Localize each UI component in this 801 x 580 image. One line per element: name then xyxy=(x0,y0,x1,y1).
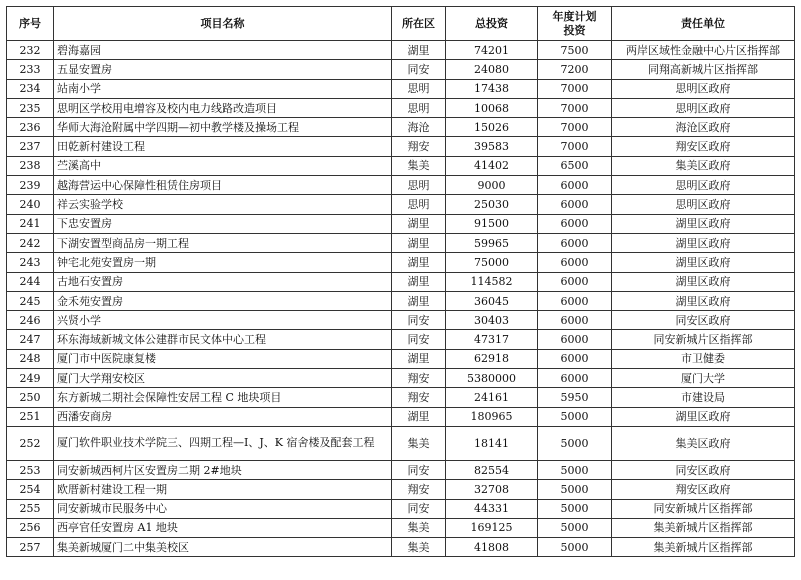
cell-district: 集美 xyxy=(392,538,446,557)
table-row xyxy=(7,79,795,98)
cell-seq: 240 xyxy=(7,195,54,214)
table-row xyxy=(7,388,795,407)
cell-unit: 湖里区政府 xyxy=(612,253,795,272)
cell-total: 39583 xyxy=(446,137,538,156)
cell-total: 47317 xyxy=(446,330,538,349)
cell-name: 西潘安商房 xyxy=(54,407,392,426)
cell-seq: 252 xyxy=(7,426,54,460)
table-row xyxy=(7,272,795,291)
cell-total: 75000 xyxy=(446,253,538,272)
table-row xyxy=(7,137,795,156)
cell-seq: 250 xyxy=(7,388,54,407)
cell-total: 41402 xyxy=(446,156,538,175)
cell-unit: 翔安区政府 xyxy=(612,137,795,156)
cell-total: 41808 xyxy=(446,538,538,557)
cell-annual: 6000 xyxy=(538,330,612,349)
cell-name: 集美新城厦门二中集美校区 xyxy=(54,538,392,557)
cell-unit: 湖里区政府 xyxy=(612,214,795,233)
header-seq: 序号 xyxy=(7,7,54,41)
table-row xyxy=(7,311,795,330)
cell-name: 同安新城市民服务中心 xyxy=(54,499,392,518)
cell-unit: 集美新城片区指挥部 xyxy=(612,518,795,537)
cell-name: 欧厝新村建设工程一期 xyxy=(54,480,392,499)
cell-unit: 思明区政府 xyxy=(612,79,795,98)
table-row xyxy=(7,98,795,117)
cell-annual: 5000 xyxy=(538,538,612,557)
cell-total: 17438 xyxy=(446,79,538,98)
table-row xyxy=(7,426,795,460)
table-row xyxy=(7,369,795,388)
header-annual-line1: 年度计划 xyxy=(552,9,597,23)
table-row xyxy=(7,156,795,175)
table-row xyxy=(7,41,795,60)
cell-name: 思明区学校用电增容及校内电力线路改造项目 xyxy=(54,98,392,117)
cell-name: 古地石安置房 xyxy=(54,272,392,291)
cell-seq: 232 xyxy=(7,41,54,60)
cell-unit: 市卫健委 xyxy=(612,349,795,368)
cell-seq: 246 xyxy=(7,311,54,330)
cell-unit: 集美区政府 xyxy=(612,426,795,460)
cell-name: 金禾苑安置房 xyxy=(54,291,392,310)
cell-name: 东方新城二期社会保障性安居工程 C 地块项目 xyxy=(54,388,392,407)
cell-name: 下忠安置房 xyxy=(54,214,392,233)
cell-unit: 集美新城片区指挥部 xyxy=(612,538,795,557)
cell-unit: 翔安区政府 xyxy=(612,480,795,499)
cell-unit: 市建设局 xyxy=(612,388,795,407)
cell-annual: 5000 xyxy=(538,460,612,479)
table-row xyxy=(7,233,795,252)
cell-district: 湖里 xyxy=(392,253,446,272)
cell-unit: 思明区政府 xyxy=(612,176,795,195)
cell-total: 24080 xyxy=(446,60,538,79)
header-row xyxy=(7,7,795,41)
cell-total: 15026 xyxy=(446,118,538,137)
cell-district: 集美 xyxy=(392,518,446,537)
table-body xyxy=(7,41,795,557)
cell-seq: 242 xyxy=(7,233,54,252)
cell-annual: 5000 xyxy=(538,499,612,518)
cell-seq: 236 xyxy=(7,118,54,137)
cell-name: 同安新城西柯片区安置房二期 2#地块 xyxy=(54,460,392,479)
cell-annual: 6000 xyxy=(538,214,612,233)
cell-seq: 239 xyxy=(7,176,54,195)
cell-annual: 6000 xyxy=(538,272,612,291)
table-row xyxy=(7,253,795,272)
cell-district: 湖里 xyxy=(392,291,446,310)
cell-name: 站南小学 xyxy=(54,79,392,98)
cell-unit: 湖里区政府 xyxy=(612,233,795,252)
cell-district: 海沧 xyxy=(392,118,446,137)
cell-name: 华师大海沧附属中学四期—初中教学楼及操场工程 xyxy=(54,118,392,137)
cell-seq: 237 xyxy=(7,137,54,156)
cell-district: 同安 xyxy=(392,499,446,518)
cell-district: 翔安 xyxy=(392,137,446,156)
cell-district: 同安 xyxy=(392,460,446,479)
cell-district: 集美 xyxy=(392,426,446,460)
cell-annual: 6000 xyxy=(538,176,612,195)
cell-district: 翔安 xyxy=(392,480,446,499)
cell-total: 5380000 xyxy=(446,369,538,388)
cell-district: 同安 xyxy=(392,311,446,330)
table-row xyxy=(7,538,795,557)
cell-district: 湖里 xyxy=(392,349,446,368)
cell-seq: 248 xyxy=(7,349,54,368)
cell-seq: 254 xyxy=(7,480,54,499)
cell-unit: 湖里区政府 xyxy=(612,407,795,426)
cell-seq: 256 xyxy=(7,518,54,537)
table-row xyxy=(7,214,795,233)
cell-total: 169125 xyxy=(446,518,538,537)
cell-seq: 243 xyxy=(7,253,54,272)
cell-district: 同安 xyxy=(392,60,446,79)
cell-annual: 6000 xyxy=(538,369,612,388)
cell-name: 田乾新村建设工程 xyxy=(54,137,392,156)
cell-district: 思明 xyxy=(392,98,446,117)
cell-district: 翔安 xyxy=(392,388,446,407)
cell-unit: 海沧区政府 xyxy=(612,118,795,137)
cell-name: 厦门大学翔安校区 xyxy=(54,369,392,388)
table-row xyxy=(7,176,795,195)
cell-seq: 233 xyxy=(7,60,54,79)
cell-district: 湖里 xyxy=(392,272,446,291)
cell-total: 10068 xyxy=(446,98,538,117)
cell-seq: 234 xyxy=(7,79,54,98)
cell-total: 62918 xyxy=(446,349,538,368)
table-row xyxy=(7,349,795,368)
cell-unit: 两岸区域性金融中心片区指挥部 xyxy=(612,41,795,60)
cell-name: 苎溪高中 xyxy=(54,156,392,175)
cell-annual: 6000 xyxy=(538,291,612,310)
cell-annual: 6000 xyxy=(538,349,612,368)
cell-annual: 5000 xyxy=(538,480,612,499)
cell-district: 同安 xyxy=(392,330,446,349)
header-district: 所在区 xyxy=(392,7,446,41)
table-row xyxy=(7,499,795,518)
header-annual-line2: 投资 xyxy=(563,23,586,37)
cell-name: 碧海嘉园 xyxy=(54,41,392,60)
cell-annual: 7200 xyxy=(538,60,612,79)
cell-unit: 湖里区政府 xyxy=(612,291,795,310)
cell-district: 思明 xyxy=(392,195,446,214)
cell-annual: 6000 xyxy=(538,311,612,330)
cell-annual: 7000 xyxy=(538,137,612,156)
cell-district: 湖里 xyxy=(392,407,446,426)
header-total: 总投资 xyxy=(446,7,538,41)
cell-annual: 6000 xyxy=(538,253,612,272)
table-row xyxy=(7,291,795,310)
cell-name: 祥云实验学校 xyxy=(54,195,392,214)
cell-unit: 厦门大学 xyxy=(612,369,795,388)
cell-name: 钟宅北苑安置房一期 xyxy=(54,253,392,272)
cell-annual: 5000 xyxy=(538,426,612,460)
cell-name: 厦门市中医院康复楼 xyxy=(54,349,392,368)
cell-annual: 6000 xyxy=(538,195,612,214)
cell-unit: 同安区政府 xyxy=(612,311,795,330)
cell-total: 25030 xyxy=(446,195,538,214)
cell-name: 西亭官任安置房 A1 地块 xyxy=(54,518,392,537)
cell-seq: 253 xyxy=(7,460,54,479)
cell-total: 74201 xyxy=(446,41,538,60)
cell-district: 湖里 xyxy=(392,41,446,60)
project-table xyxy=(6,6,795,557)
cell-seq: 255 xyxy=(7,499,54,518)
cell-name: 下湖安置型商品房一期工程 xyxy=(54,233,392,252)
cell-district: 翔安 xyxy=(392,369,446,388)
cell-name: 环东海域新城文体公建群市民文体中心工程 xyxy=(54,330,392,349)
cell-seq: 238 xyxy=(7,156,54,175)
cell-name: 厦门软件职业技术学院三、四期工程—I、J、K 宿舍楼及配套工程 xyxy=(54,426,392,460)
cell-total: 9000 xyxy=(446,176,538,195)
cell-total: 32708 xyxy=(446,480,538,499)
cell-total: 82554 xyxy=(446,460,538,479)
cell-annual: 7000 xyxy=(538,98,612,117)
cell-unit: 思明区政府 xyxy=(612,195,795,214)
cell-unit: 同安新城片区指挥部 xyxy=(612,499,795,518)
cell-seq: 245 xyxy=(7,291,54,310)
cell-district: 湖里 xyxy=(392,233,446,252)
cell-seq: 251 xyxy=(7,407,54,426)
cell-unit: 集美区政府 xyxy=(612,156,795,175)
cell-name: 越海营运中心保障性租赁住房项目 xyxy=(54,176,392,195)
cell-seq: 257 xyxy=(7,538,54,557)
cell-annual: 6000 xyxy=(538,233,612,252)
cell-total: 24161 xyxy=(446,388,538,407)
cell-annual: 6500 xyxy=(538,156,612,175)
cell-annual: 7000 xyxy=(538,118,612,137)
cell-unit: 湖里区政府 xyxy=(612,272,795,291)
cell-name: 五显安置房 xyxy=(54,60,392,79)
cell-seq: 249 xyxy=(7,369,54,388)
table-row xyxy=(7,60,795,79)
cell-unit: 思明区政府 xyxy=(612,98,795,117)
cell-total: 18141 xyxy=(446,426,538,460)
cell-total: 36045 xyxy=(446,291,538,310)
table-row xyxy=(7,195,795,214)
cell-annual: 5000 xyxy=(538,518,612,537)
cell-unit: 同翔高新城片区指挥部 xyxy=(612,60,795,79)
header-annual xyxy=(538,7,612,41)
cell-annual: 5950 xyxy=(538,388,612,407)
cell-total: 44331 xyxy=(446,499,538,518)
cell-district: 思明 xyxy=(392,79,446,98)
table-row xyxy=(7,460,795,479)
cell-district: 集美 xyxy=(392,156,446,175)
header-unit: 责任单位 xyxy=(612,7,795,41)
header-name: 项目名称 xyxy=(54,7,392,41)
cell-name: 兴贤小学 xyxy=(54,311,392,330)
cell-total: 59965 xyxy=(446,233,538,252)
cell-seq: 241 xyxy=(7,214,54,233)
cell-unit: 同安新城片区指挥部 xyxy=(612,330,795,349)
cell-total: 30403 xyxy=(446,311,538,330)
cell-seq: 244 xyxy=(7,272,54,291)
table-row xyxy=(7,118,795,137)
cell-district: 湖里 xyxy=(392,214,446,233)
cell-total: 114582 xyxy=(446,272,538,291)
table-row xyxy=(7,330,795,349)
table-row xyxy=(7,518,795,537)
cell-annual: 5000 xyxy=(538,407,612,426)
cell-total: 180965 xyxy=(446,407,538,426)
cell-seq: 235 xyxy=(7,98,54,117)
cell-district: 思明 xyxy=(392,176,446,195)
table-row xyxy=(7,407,795,426)
cell-seq: 247 xyxy=(7,330,54,349)
table-row xyxy=(7,480,795,499)
cell-unit: 同安区政府 xyxy=(612,460,795,479)
cell-annual: 7000 xyxy=(538,79,612,98)
cell-annual: 7500 xyxy=(538,41,612,60)
cell-total: 91500 xyxy=(446,214,538,233)
